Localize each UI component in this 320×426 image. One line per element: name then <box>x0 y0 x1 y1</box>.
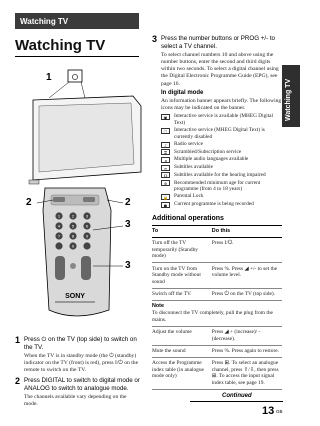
prog-rocker <box>81 256 91 280</box>
callout-3-upper: 3 <box>125 219 131 230</box>
right-column <box>152 35 282 390</box>
tv-illustration <box>15 60 147 328</box>
icon-row: ◂ Multiple audio languages available <box>161 156 282 163</box>
icon-row: ▢ Interactive service (MHEG Digital Text) is currently disabled <box>161 127 282 140</box>
step-lead: Press the number buttons or PROG +/- to select a TV channel. <box>161 35 276 50</box>
parental-lock-icon: 🔒 <box>161 194 170 200</box>
power-button-zoom <box>68 70 82 82</box>
svg-text:2: 2 <box>71 213 75 219</box>
svg-text:3: 3 <box>85 213 89 219</box>
table-note-row <box>152 301 282 327</box>
volume-rocker <box>55 256 65 280</box>
col-do: Do this <box>212 226 282 238</box>
additional-operations-title: Additional operations <box>152 214 282 226</box>
digital-button <box>53 197 65 202</box>
continued-divider <box>190 401 283 402</box>
step-lead: Press DIGITAL to switch to digital mode or ANALOG to switch to analogue mode. <box>24 377 140 393</box>
radio-icon: ♪ <box>161 142 170 148</box>
multi-audio-icon: ◂ <box>161 157 170 163</box>
callout-2-left: 2 <box>26 197 32 208</box>
step-number: 1 <box>15 335 21 345</box>
step-number: 2 <box>15 376 21 387</box>
icon-row: ☊ Subtitles available for the hearing impaired <box>161 172 282 179</box>
recording-icon: ● <box>161 202 170 208</box>
note: Note To disconnect the TV completely, pull the plug from the mains. <box>152 301 282 327</box>
svg-text:6: 6 <box>85 223 89 229</box>
steps-list <box>15 336 140 411</box>
table-row: Switch off the TV. Press ⏻ on the TV (top side). <box>152 288 282 300</box>
interactive-unavailable-icon: ▢ <box>161 128 170 134</box>
icon-row: ● Current programme is being recorded <box>161 201 282 208</box>
table-row: Turn off the TV temporarily (Standby mode) Press I/⏻. <box>152 237 282 263</box>
scrambled-icon: ⚿ <box>161 149 170 155</box>
step-2 <box>15 377 140 408</box>
icon-row: ♪ Radio service <box>161 141 282 148</box>
section-header <box>15 13 139 29</box>
callout-1: 1 <box>46 72 52 83</box>
table-header-row <box>152 226 282 238</box>
icon-row: ⚿ Scrambled/Subscription service <box>161 149 282 156</box>
in-digital-heading: In digital mode <box>161 89 204 96</box>
banner-icon-list <box>161 113 282 207</box>
callout-3-lower: 3 <box>125 260 131 271</box>
svg-text:5: 5 <box>71 223 75 229</box>
svg-text:4: 4 <box>57 223 61 229</box>
title-divider <box>15 56 139 57</box>
continued-label: Continued <box>222 393 252 399</box>
in-digital-intro: An information banner appears briefly. The following icons may be indicated on the banner. <box>161 97 282 111</box>
page-number: 13 <box>262 405 275 417</box>
operations-table <box>152 226 282 390</box>
subtitles-icon: ≡ <box>161 165 170 171</box>
table-row: Turn on the TV from Standby mode without sound Press %. Press ◢ +/- to set the volume level. <box>152 263 282 289</box>
svg-text:9: 9 <box>85 233 89 239</box>
section-header-label: Watching TV <box>20 17 69 26</box>
svg-text:7: 7 <box>57 233 61 239</box>
subtitles-hearing-icon: ☊ <box>161 172 170 178</box>
step-lead: Press ⏻ on the TV (top side) to switch on the TV. <box>24 336 137 351</box>
col-to: To <box>152 226 212 238</box>
icon-row: ▣ Interactive service is available (MHEG Digital Text) <box>161 113 282 126</box>
icon-row: ≡ Subtitles available <box>161 164 282 171</box>
interactive-service-icon: ▣ <box>161 114 170 120</box>
page-title: Watching TV <box>15 37 106 54</box>
step-number: 3 <box>152 34 158 44</box>
step-3 <box>152 35 282 208</box>
analog-button <box>83 197 95 202</box>
icon-row: ⊕ Recommended minimum age for current programme (from 4 to 18 years) <box>161 180 282 193</box>
tv-screen <box>39 103 134 172</box>
step-body: When the TV is in standby mode (the ⏻ (standby) indicator on the TV (front) is red), press I/⏻ on the remote to switch on the TV. <box>24 352 139 374</box>
remote-brand: SONY <box>65 293 85 300</box>
svg-text:0: 0 <box>71 243 75 249</box>
step-body: To select channel numbers 10 and above using the number buttons, enter the second and third digits within two seconds. To select a digital channel using the Digital Electronic Programme Guide (EPG), see page 16. <box>161 51 279 87</box>
table-row: Mute the sound Press %. Press again to restore. <box>152 345 282 357</box>
callout-2-right: 2 <box>125 197 131 208</box>
table-row: Access the Programme index table (in analogue mode only) Press ⊞. To select an analogue channel, press ⇧/⇩, then press ⊞. To access the input signal index table, see page 19. <box>152 357 282 389</box>
svg-text:8: 8 <box>71 233 75 239</box>
icon-row: 🔒 Parental Lock <box>163 193 204 200</box>
side-tab-label: Watching TV <box>285 78 292 121</box>
step-body: The channels available vary depending on the mode. <box>24 393 127 408</box>
svg-text:1: 1 <box>57 213 61 219</box>
side-tab <box>282 65 300 127</box>
step-1 <box>15 336 140 374</box>
page-language: GB <box>276 409 283 414</box>
table-row: Adjust the volume Press ◢ + (increase)/ - (decrease). <box>152 326 282 345</box>
tv-remote-drawing <box>15 60 147 328</box>
age-icon: ⊕ <box>161 180 170 186</box>
